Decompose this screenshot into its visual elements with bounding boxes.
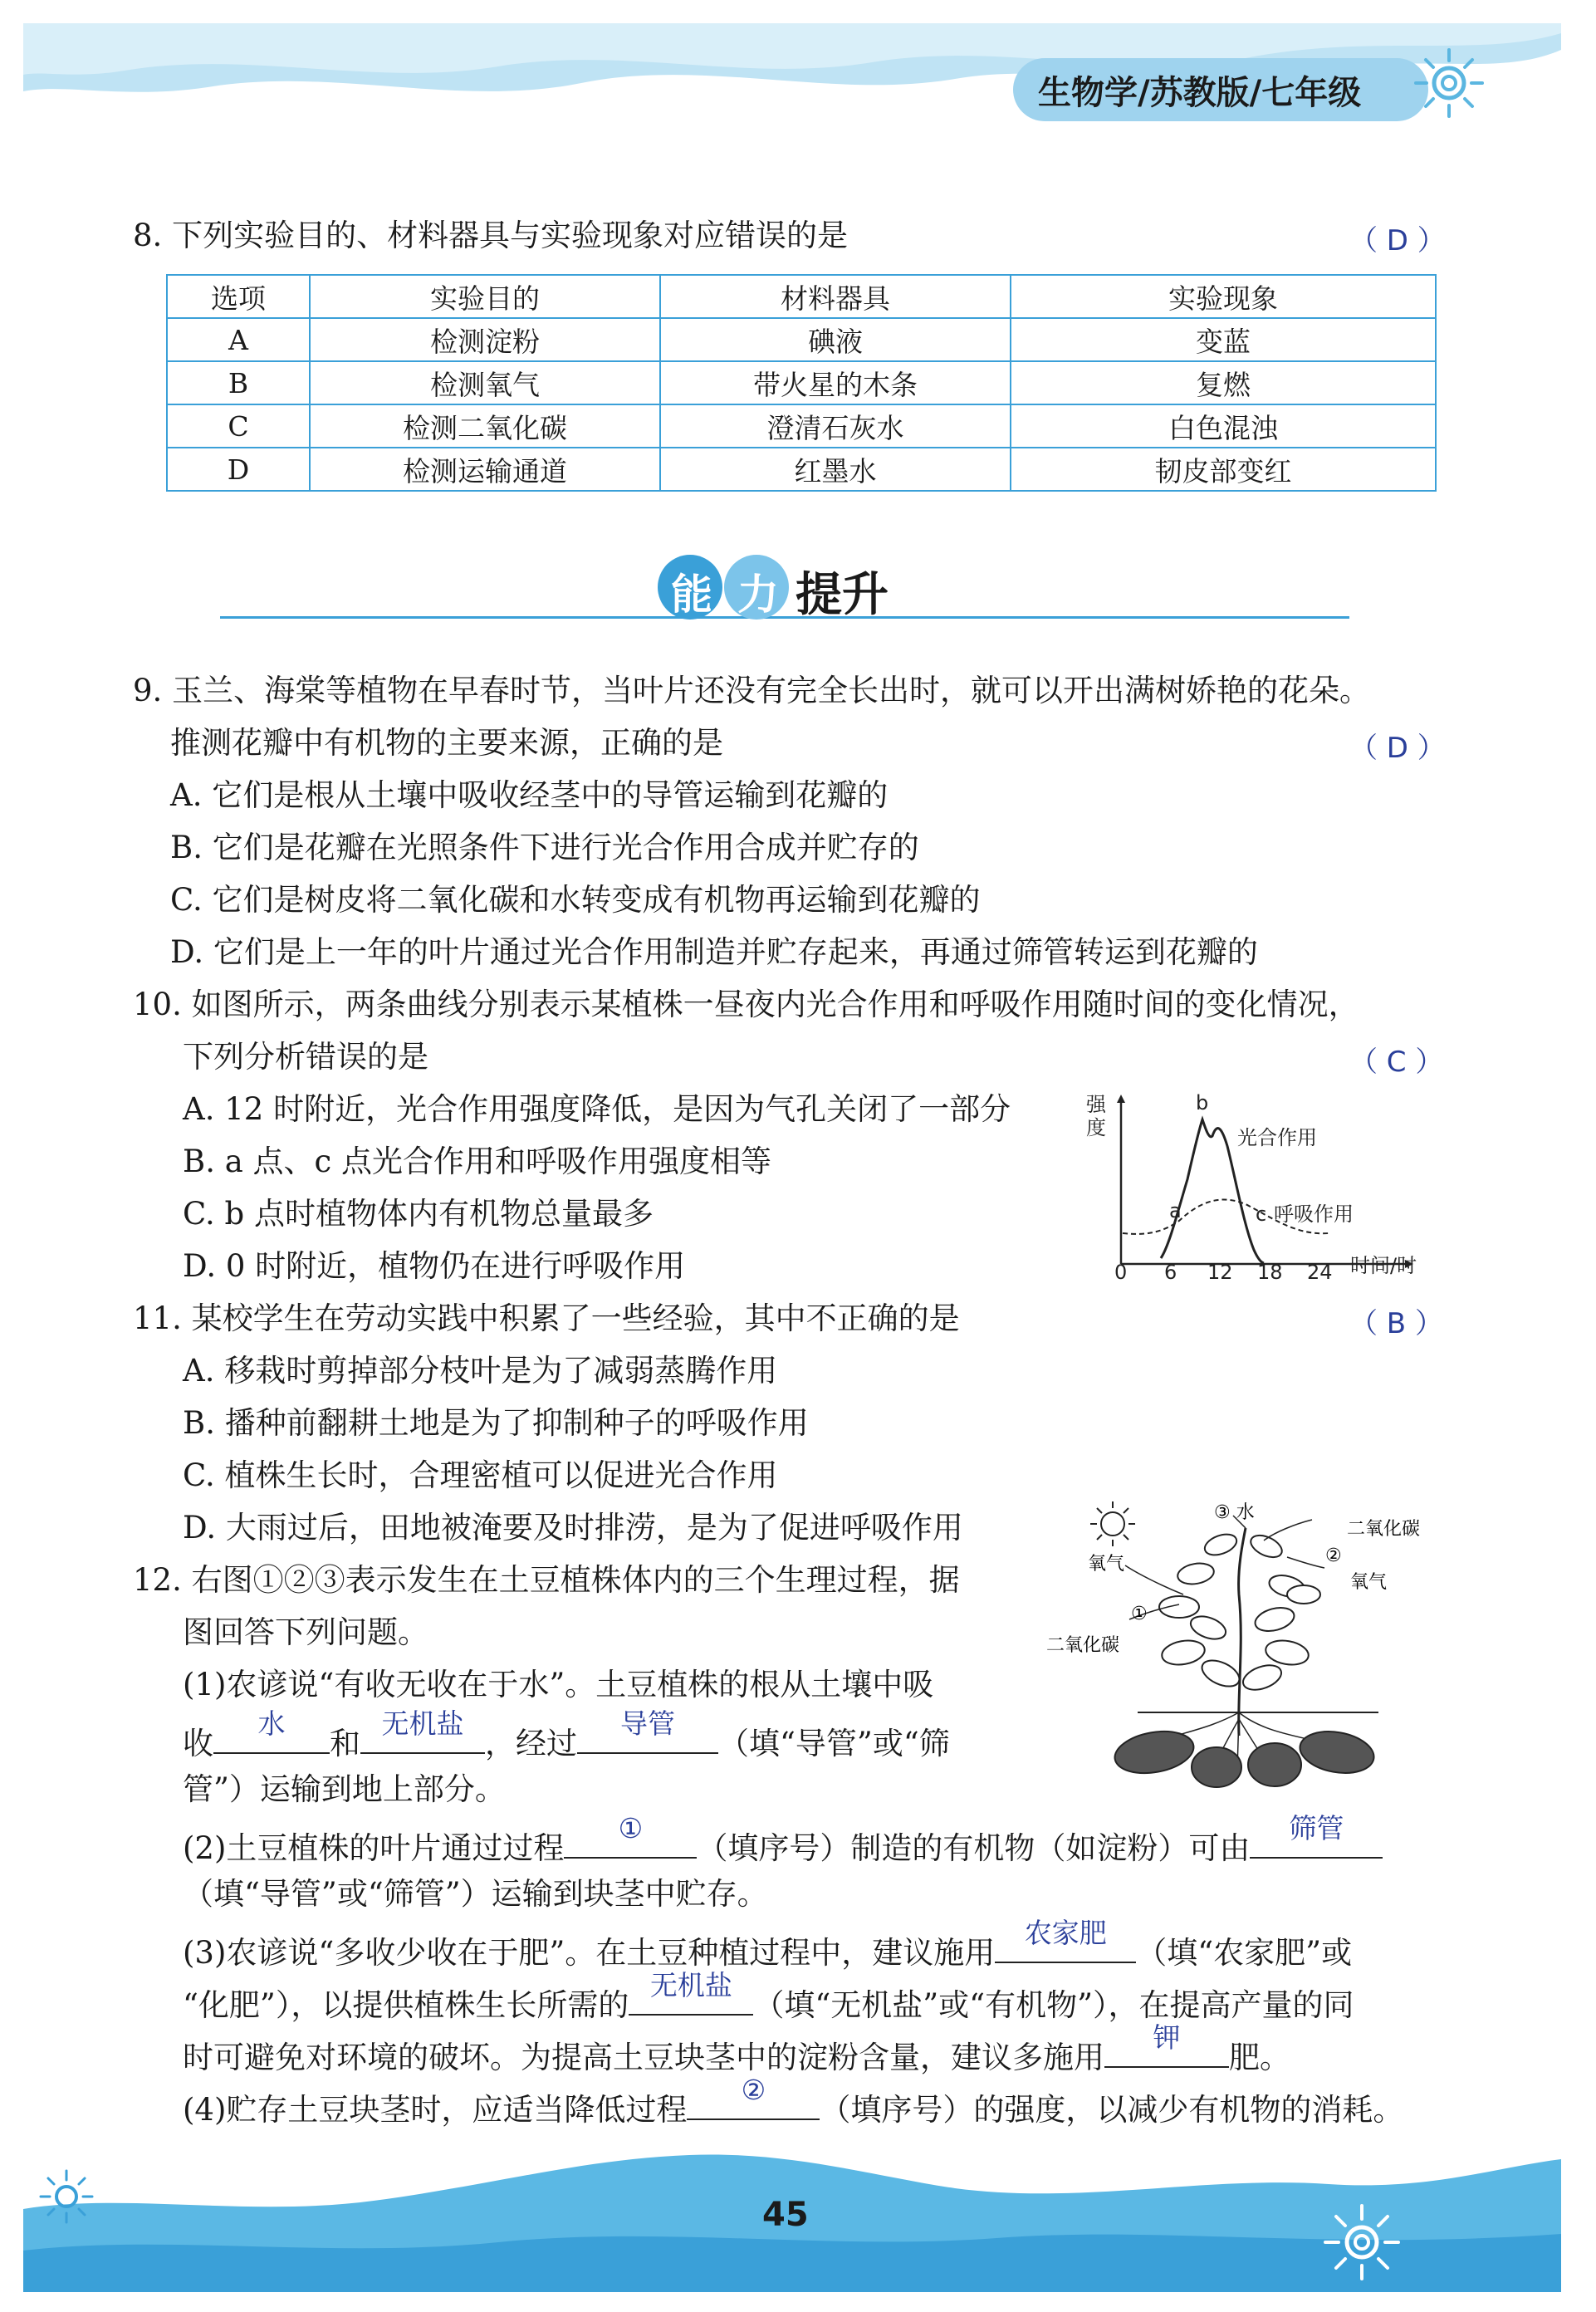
q12-p3-line1 bbox=[183, 1917, 1353, 1972]
table-cell: 澄清石灰水 bbox=[660, 404, 1011, 448]
table-cell: 检测淀粉 bbox=[310, 318, 660, 361]
table-cell: 检测二氧化碳 bbox=[310, 404, 660, 448]
q10-option-c: C. b 点时植物体内有机物总量最多 bbox=[183, 1196, 654, 1232]
diagram-label-1: ① bbox=[1131, 1604, 1148, 1624]
table-header-cell: 选项 bbox=[167, 275, 310, 318]
q9-answer: （ D ） bbox=[1349, 732, 1446, 765]
q12-ans-manure: 农家肥 bbox=[1024, 1917, 1107, 1949]
q9-option-b: B. 它们是花瓣在光照条件下进行光合作用合成并贮存的 bbox=[170, 830, 919, 865]
q12-p3-pre: (3)农谚说“多收少收在于肥”。在土豆种植过程中，建议施用 bbox=[183, 1935, 996, 1971]
q12-p2-line1 bbox=[183, 1812, 1383, 1867]
q12-ans-phloem: 筛管 bbox=[1289, 1812, 1344, 1844]
q12-p4-post: （填序号）的强度，以减少有机物的消耗。 bbox=[820, 2092, 1404, 2128]
q12-p4-line1 bbox=[183, 2074, 1404, 2128]
table-row bbox=[167, 361, 1436, 404]
page-number: 45 bbox=[762, 2196, 809, 2234]
section-divider bbox=[220, 616, 1349, 619]
q12-blank-8[interactable] bbox=[1104, 2021, 1229, 2068]
graph-photosynthesis-label: 光合作用 bbox=[1237, 1126, 1317, 1149]
q12-blank-4[interactable] bbox=[564, 1812, 697, 1859]
table-cell: B bbox=[167, 361, 310, 404]
q12-ans-process2: ② bbox=[741, 2074, 766, 2106]
q12-p3-post: （填“农家肥”或 bbox=[1136, 1935, 1353, 1971]
graph-ylabel-2: 度 bbox=[1086, 1116, 1106, 1139]
table-cell: D bbox=[167, 448, 310, 491]
q12-blank-1[interactable] bbox=[213, 1707, 330, 1754]
graph-tick-18: 18 bbox=[1257, 1261, 1283, 1284]
q9-line1: 9. 玉兰、海棠等植物在早春时节，当叶片还没有完全长出时，就可以开出满树娇艳的花朵。 bbox=[133, 673, 1371, 708]
diagram-sun-icon bbox=[1090, 1501, 1135, 1546]
q11-answer: （ B ） bbox=[1349, 1307, 1443, 1340]
q12-ans-potassium: 钾 bbox=[1153, 2021, 1181, 2054]
q12-line1: 12. 右图①②③表示发生在土豆植株体内的三个生理过程，据 bbox=[133, 1562, 960, 1598]
q11-stem: 11. 某校学生在劳动实践中积累了一些经验，其中不正确的是 bbox=[133, 1300, 960, 1336]
q12-blank-7[interactable] bbox=[629, 1969, 753, 2016]
q8-table bbox=[166, 274, 1437, 492]
q12-blank-2[interactable] bbox=[360, 1707, 485, 1754]
q12-p3-l2-pre: “化肥”），以提供植株生长所需的 bbox=[183, 1987, 629, 2023]
q12-p1-line2 bbox=[183, 1707, 950, 1762]
section-title: 提升 bbox=[796, 568, 889, 622]
graph-point-c: c bbox=[1256, 1203, 1267, 1226]
table-cell: 变蓝 bbox=[1011, 318, 1436, 361]
q11-option-b: B. 播种前翻耕土地是为了抑制种子的呼吸作用 bbox=[183, 1405, 809, 1441]
graph-point-a: a bbox=[1169, 1199, 1182, 1222]
q10-line2: 下列分析错误的是 bbox=[183, 1039, 428, 1075]
q11-option-a: A. 移栽时剪掉部分枝叶是为了减弱蒸腾作用 bbox=[183, 1353, 778, 1389]
table-header-cell: 实验目的 bbox=[310, 275, 660, 318]
q12-p1-post: （填“导管”或“筛 bbox=[718, 1726, 950, 1761]
q10-option-d: D. 0 时附近，植物仍在进行呼吸作用 bbox=[183, 1248, 686, 1284]
graph-tick-12: 12 bbox=[1207, 1261, 1233, 1284]
q10-graph bbox=[1080, 1080, 1445, 1296]
q8-answer: （ D ） bbox=[1349, 224, 1446, 257]
graph-tick-0: 0 bbox=[1114, 1261, 1128, 1284]
q12-ans-inorganic: 无机盐 bbox=[649, 1969, 732, 2001]
q12-p3-l2-post: （填“无机盐”或“有机物”），在提高产量的同 bbox=[753, 1987, 1354, 2023]
q8-stem: 8. 下列实验目的、材料器具与实验现象对应错误的是 bbox=[133, 218, 849, 253]
table-row bbox=[167, 318, 1436, 361]
table-cell: 韧皮部变红 bbox=[1011, 448, 1436, 491]
sun-icon bbox=[1412, 46, 1486, 120]
diagram-label-co2-top: 二氧化碳 bbox=[1347, 1519, 1421, 1540]
q12-blank-6[interactable] bbox=[995, 1917, 1136, 1963]
table-cell: 复燃 bbox=[1011, 361, 1436, 404]
q12-ans-process1: ① bbox=[618, 1812, 644, 1844]
q12-potato-diagram bbox=[1046, 1495, 1470, 1794]
footer-sun-icon-right bbox=[1320, 2201, 1403, 2284]
q12-blank-9[interactable] bbox=[687, 2074, 820, 2120]
q12-p2-pre: (2)土豆植株的叶片通过过程 bbox=[183, 1830, 565, 1866]
q12-ans-salt: 无机盐 bbox=[381, 1707, 464, 1740]
q12-ans-xylem: 导管 bbox=[620, 1707, 675, 1740]
graph-xlabel-visible: 时间/时 bbox=[1350, 1254, 1417, 1277]
table-cell: C bbox=[167, 404, 310, 448]
q12-line2: 图回答下列问题。 bbox=[183, 1614, 428, 1650]
q12-p1-line1: (1)农谚说“有收无收在于水”。土豆植株的根从土壤中吸 bbox=[183, 1667, 934, 1702]
table-cell: 带火星的木条 bbox=[660, 361, 1011, 404]
q10-answer: （ C ） bbox=[1349, 1046, 1444, 1079]
table-header-cell: 材料器具 bbox=[660, 275, 1011, 318]
q10-line1: 10. 如图所示，两条曲线分别表示某植株一昼夜内光合作用和呼吸作用随时间的变化情况， bbox=[133, 987, 1359, 1022]
diagram-label-water: ③ 水 bbox=[1214, 1502, 1255, 1523]
table-row bbox=[167, 448, 1436, 491]
graph-ylabel-1: 强 bbox=[1086, 1093, 1106, 1116]
table-header-cell: 实验现象 bbox=[1011, 275, 1436, 318]
table-cell: 检测氧气 bbox=[310, 361, 660, 404]
table-cell: 白色混浊 bbox=[1011, 404, 1436, 448]
q12-p3-l3-pre: 时可避免对环境的破坏。为提高土豆块茎中的淀粉含量，建议多施用 bbox=[183, 2040, 1104, 2075]
graph-point-b: b bbox=[1196, 1091, 1209, 1114]
q10-option-a: A. 12 时附近，光合作用强度降低，是因为气孔关闭了一部分 bbox=[183, 1091, 1011, 1127]
diagram-label-o2-right: 氧气 bbox=[1350, 1572, 1388, 1593]
q12-blank-5[interactable] bbox=[1250, 1812, 1383, 1859]
table-row bbox=[167, 404, 1436, 448]
footer-sun-icon-left bbox=[37, 2168, 95, 2226]
graph-respiration-label: 呼吸作用 bbox=[1274, 1203, 1354, 1226]
q9-line2: 推测花瓣中有机物的主要来源，正确的是 bbox=[170, 725, 723, 761]
q12-ans-water: 水 bbox=[257, 1707, 286, 1740]
q12-p3-line2 bbox=[183, 1969, 1354, 2024]
section-char-2: 力 bbox=[737, 571, 779, 619]
q12-p2-mid: （填序号）制造的有机物（如淀粉）可由 bbox=[697, 1830, 1251, 1866]
q12-p1-line3: 管”）运输到地上部分。 bbox=[183, 1771, 506, 1807]
q12-p1-mid2: ，经过 bbox=[485, 1726, 577, 1761]
q12-p3-line3 bbox=[183, 2021, 1290, 2076]
q10-option-b: B. a 点、c 点光合作用和呼吸作用强度相等 bbox=[183, 1144, 772, 1179]
q12-p3-l3-post: 肥。 bbox=[1229, 2040, 1290, 2075]
table-header-row bbox=[167, 275, 1436, 318]
q11-option-d: D. 大雨过后，田地被淹要及时排涝，是为了促进呼吸作用 bbox=[183, 1510, 963, 1545]
diagram-label-2: ② bbox=[1325, 1545, 1342, 1566]
q9-option-a: A. 它们是根从土壤中吸收经茎中的导管运输到花瓣的 bbox=[170, 777, 889, 813]
q11-option-c: C. 植株生长时，合理密植可以促进光合作用 bbox=[183, 1457, 778, 1493]
q9-option-d: D. 它们是上一年的叶片通过光合作用制造并贮存起来，再通过筛管转运到花瓣的 bbox=[170, 934, 1258, 970]
q12-p1-pre: 收 bbox=[183, 1726, 213, 1761]
diagram-label-co2-left: 二氧化碳 bbox=[1046, 1635, 1120, 1656]
section-char-1: 能 bbox=[671, 571, 712, 619]
table-cell: 碘液 bbox=[660, 318, 1011, 361]
graph-tick-24: 24 bbox=[1307, 1261, 1333, 1284]
table-cell: 检测运输通道 bbox=[310, 448, 660, 491]
q12-p2-line2: （填“导管”或“筛管”）运输到块茎中贮存。 bbox=[183, 1876, 768, 1912]
q12-p4-pre: (4)贮存土豆块茎时，应适当降低过程 bbox=[183, 2092, 688, 2128]
table-cell: 红墨水 bbox=[660, 448, 1011, 491]
q9-option-c: C. 它们是树皮将二氧化碳和水转变成有机物再运输到花瓣的 bbox=[170, 882, 981, 918]
header-title: 生物学/苏教版/七年级 bbox=[1038, 74, 1362, 112]
graph-tick-6: 6 bbox=[1164, 1261, 1177, 1284]
q12-p1-mid1: 和 bbox=[330, 1726, 360, 1761]
q12-blank-3[interactable] bbox=[577, 1707, 718, 1754]
diagram-label-o2-left: 氧气 bbox=[1088, 1554, 1125, 1575]
table-cell: A bbox=[167, 318, 310, 361]
